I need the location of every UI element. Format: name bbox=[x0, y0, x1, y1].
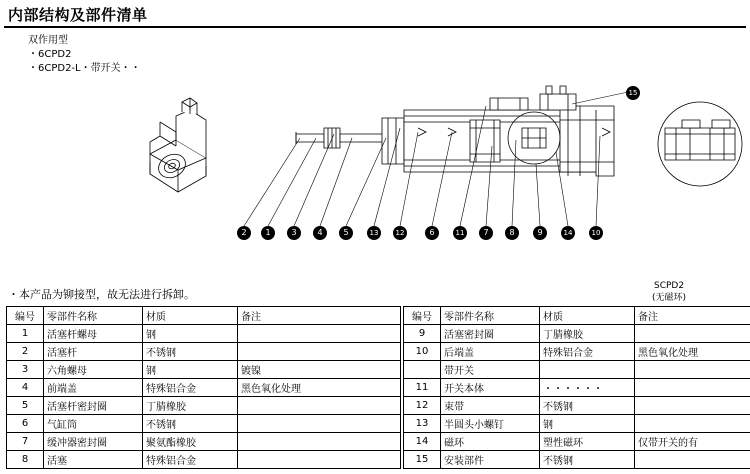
table-row bbox=[404, 361, 750, 379]
callout-bubble: 11 bbox=[453, 226, 467, 240]
cell-name: 气缸筒 bbox=[44, 415, 143, 433]
table-row bbox=[404, 397, 750, 415]
table-row bbox=[404, 415, 750, 433]
callout-bubble: 12 bbox=[393, 226, 407, 240]
title-divider bbox=[4, 26, 746, 28]
table-row bbox=[7, 433, 401, 451]
cell-remark bbox=[238, 397, 401, 415]
cell-material: 钢 bbox=[540, 415, 635, 433]
page-title: 内部结构及部件清单 bbox=[8, 6, 148, 24]
table-row bbox=[404, 433, 750, 451]
table-row bbox=[7, 379, 401, 397]
callout-bubble: 10 bbox=[589, 226, 603, 240]
cell-remark bbox=[635, 325, 750, 343]
table-row bbox=[7, 415, 401, 433]
table-row bbox=[7, 361, 401, 379]
table-row bbox=[7, 451, 401, 469]
table-row bbox=[404, 379, 750, 397]
callout-bubble: 2 bbox=[237, 226, 251, 240]
cell-remark bbox=[635, 397, 750, 415]
cell-material: ・・・・・・ bbox=[540, 379, 635, 397]
cell-name: 前端盖 bbox=[44, 379, 143, 397]
cell-material bbox=[540, 361, 635, 379]
cell-name: 磁环 bbox=[441, 433, 540, 451]
cell-no: 12 bbox=[404, 397, 441, 415]
cell-name: 活塞 bbox=[44, 451, 143, 469]
parts-table-left bbox=[6, 306, 401, 469]
cell-no: 13 bbox=[404, 415, 441, 433]
cell-remark bbox=[238, 451, 401, 469]
cell-material: 塑性磁环 bbox=[540, 433, 635, 451]
callout-bubble-top: 15 bbox=[626, 86, 640, 100]
cell-material: 特殊铝合金 bbox=[143, 451, 238, 469]
cell-no: 8 bbox=[7, 451, 44, 469]
table-row bbox=[404, 451, 750, 469]
cell-no: 14 bbox=[404, 433, 441, 451]
cell-material: 不锈钢 bbox=[143, 415, 238, 433]
subheading-type: 双作用型 bbox=[28, 35, 68, 46]
cell-material: 特殊铝合金 bbox=[143, 379, 238, 397]
cell-no bbox=[404, 361, 441, 379]
cell-remark: 黑色氧化处理 bbox=[238, 379, 401, 397]
column-header-no: 编号 bbox=[7, 307, 44, 325]
isometric-view bbox=[150, 98, 206, 192]
column-header-material: 材质 bbox=[143, 307, 238, 325]
cell-remark bbox=[238, 325, 401, 343]
assembly-note: ・本产品为铆接型，故无法进行拆卸。 bbox=[8, 288, 195, 301]
cell-name: 活塞杆螺母 bbox=[44, 325, 143, 343]
cell-remark bbox=[635, 361, 750, 379]
callout-bubble: 8 bbox=[505, 226, 519, 240]
cell-material: 丁腈橡胶 bbox=[540, 325, 635, 343]
cell-remark bbox=[238, 415, 401, 433]
cell-no: 1 bbox=[7, 325, 44, 343]
cell-name: 活塞杆密封圈 bbox=[44, 397, 143, 415]
cell-no: 9 bbox=[404, 325, 441, 343]
cell-name: 活塞密封圈 bbox=[441, 325, 540, 343]
callout-bubble: 5 bbox=[339, 226, 353, 240]
cell-material: 特殊铝合金 bbox=[540, 343, 635, 361]
cell-remark bbox=[635, 379, 750, 397]
cell-material: 聚氨酯橡胶 bbox=[143, 433, 238, 451]
table-row bbox=[7, 397, 401, 415]
cell-name: 开关本体 bbox=[441, 379, 540, 397]
callout-bubble: 14 bbox=[561, 226, 575, 240]
model-item-2: ・6CPD2-L・带开关・・ bbox=[28, 63, 141, 74]
callout-bubble: 13 bbox=[367, 226, 381, 240]
cell-name: 后端盖 bbox=[441, 343, 540, 361]
parts-list-tables bbox=[6, 306, 744, 469]
cell-material: 钢 bbox=[143, 325, 238, 343]
scpd2-detail-view bbox=[658, 102, 742, 186]
cell-name: 六角螺母 bbox=[44, 361, 143, 379]
main-cross-section bbox=[296, 86, 614, 176]
cell-remark bbox=[238, 343, 401, 361]
cell-name: 带开关 bbox=[441, 361, 540, 379]
model-item-1: ・6CPD2 bbox=[28, 49, 72, 60]
column-header-name: 零部件名称 bbox=[44, 307, 143, 325]
cell-no: 15 bbox=[404, 451, 441, 469]
detail-view-caption-model: SCPD2 bbox=[654, 281, 685, 291]
cell-remark: 黑色氧化处理 bbox=[635, 343, 750, 361]
cell-no: 7 bbox=[7, 433, 44, 451]
cell-material: 钢 bbox=[143, 361, 238, 379]
diagram-svg bbox=[0, 76, 750, 276]
cell-remark bbox=[635, 415, 750, 433]
cell-no: 2 bbox=[7, 343, 44, 361]
table-row bbox=[7, 325, 401, 343]
callout-bubble: 9 bbox=[533, 226, 547, 240]
column-header-name: 零部件名称 bbox=[441, 307, 540, 325]
cell-remark: 仅带开关的有 bbox=[635, 433, 750, 451]
cell-remark bbox=[635, 451, 750, 469]
callout-bubble: 3 bbox=[287, 226, 301, 240]
cell-remark: 镀镍 bbox=[238, 361, 401, 379]
cell-name: 半圆头小螺钉 bbox=[441, 415, 540, 433]
detail-view-caption-note: (无磁环) bbox=[652, 293, 687, 303]
cell-name: 活塞杆 bbox=[44, 343, 143, 361]
cell-material: 不锈钢 bbox=[143, 343, 238, 361]
column-header-material: 材质 bbox=[540, 307, 635, 325]
table-header-row bbox=[7, 307, 401, 325]
cell-no: 6 bbox=[7, 415, 44, 433]
column-header-remark: 备注 bbox=[635, 307, 750, 325]
cell-material: 丁腈橡胶 bbox=[143, 397, 238, 415]
cell-name: 安装部件 bbox=[441, 451, 540, 469]
cell-no: 5 bbox=[7, 397, 44, 415]
column-header-remark: 备注 bbox=[238, 307, 401, 325]
parts-table-right bbox=[403, 306, 750, 469]
cell-material: 不锈钢 bbox=[540, 397, 635, 415]
column-header-no: 编号 bbox=[404, 307, 441, 325]
cell-remark bbox=[238, 433, 401, 451]
table-row bbox=[404, 325, 750, 343]
table-row bbox=[404, 343, 750, 361]
callout-bubble: 4 bbox=[313, 226, 327, 240]
callout-bubble: 6 bbox=[425, 226, 439, 240]
cell-name: 缓冲器密封圈 bbox=[44, 433, 143, 451]
callout-bubble: 7 bbox=[479, 226, 493, 240]
table-row bbox=[7, 343, 401, 361]
cell-no: 3 bbox=[7, 361, 44, 379]
callout-bubble: 1 bbox=[261, 226, 275, 240]
cell-no: 11 bbox=[404, 379, 441, 397]
cell-no: 10 bbox=[404, 343, 441, 361]
cell-no: 4 bbox=[7, 379, 44, 397]
cell-material: 不锈钢 bbox=[540, 451, 635, 469]
cell-name: 束带 bbox=[441, 397, 540, 415]
table-header-row bbox=[404, 307, 750, 325]
